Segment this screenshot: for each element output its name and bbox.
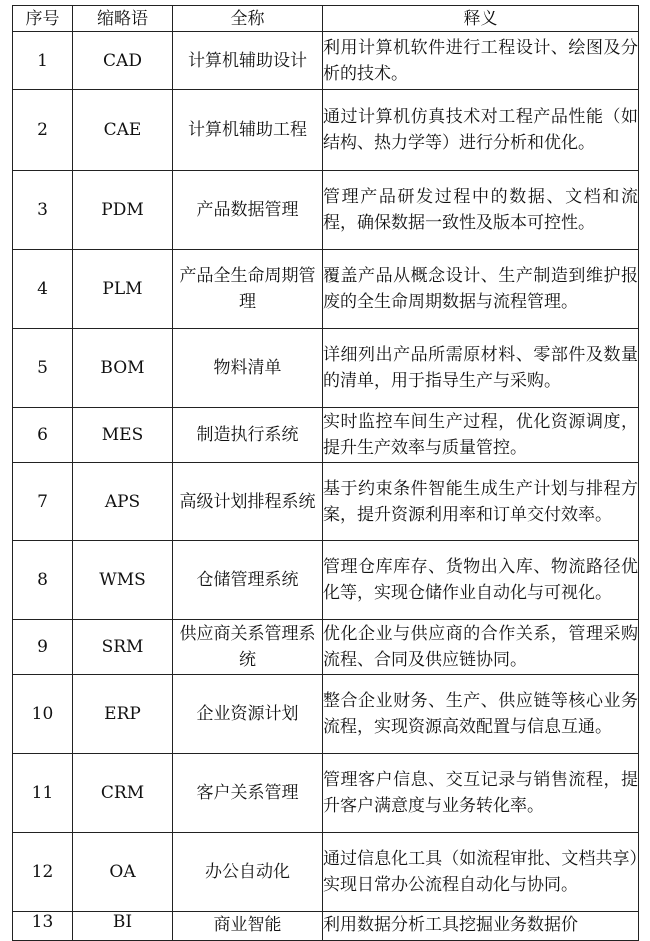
row-full: 客户关系管理 [173, 754, 323, 833]
row-full: 高级计划排程系统 [173, 463, 323, 541]
row-desc: 详细列出产品所需原材料、零部件及数量的清单，用于指导生产与采购。 [323, 329, 639, 408]
row-abbr: ERP [73, 675, 173, 754]
row-no: 1 [13, 32, 73, 90]
row-no: 2 [13, 90, 73, 171]
row-desc: 通过计算机仿真技术对工程产品性能（如结构、热力学等）进行分析和优化。 [323, 90, 639, 171]
table-row [13, 90, 639, 171]
row-full: 供应商关系管理系统 [173, 620, 323, 675]
row-abbr: BI [73, 912, 173, 941]
row-no: 8 [13, 541, 73, 620]
table-row [13, 675, 639, 754]
table-header-row [13, 6, 639, 32]
row-desc: 管理仓库库存、货物出入库、物流路径优化等，实现仓储作业自动化与可视化。 [323, 541, 639, 620]
table-row [13, 833, 639, 912]
row-desc: 管理客户信息、交互记录与销售流程，提升客户满意度与业务转化率。 [323, 754, 639, 833]
table-row [13, 329, 639, 408]
header-desc: 释义 [323, 6, 639, 32]
row-no: 13 [13, 912, 73, 941]
row-desc: 利用数据分析工具挖掘业务数据价 [323, 912, 639, 941]
header-full: 全称 [173, 6, 323, 32]
row-desc: 基于约束条件智能生成生产计划与排程方案，提升资源利用率和订单交付效率。 [323, 463, 639, 541]
row-abbr: PLM [73, 250, 173, 329]
row-abbr: OA [73, 833, 173, 912]
row-abbr: CAE [73, 90, 173, 171]
row-full: 仓储管理系统 [173, 541, 323, 620]
row-no: 5 [13, 329, 73, 408]
row-desc: 管理产品研发过程中的数据、文档和流程，确保数据一致性及版本可控性。 [323, 171, 639, 250]
row-no: 12 [13, 833, 73, 912]
table-row [13, 541, 639, 620]
header-abbr: 缩略语 [73, 6, 173, 32]
row-abbr: SRM [73, 620, 173, 675]
row-no: 7 [13, 463, 73, 541]
row-full: 物料清单 [173, 329, 323, 408]
row-abbr: MES [73, 408, 173, 463]
row-no: 3 [13, 171, 73, 250]
table-row [13, 408, 639, 463]
row-abbr: CAD [73, 32, 173, 90]
row-abbr: PDM [73, 171, 173, 250]
table-row [13, 754, 639, 833]
row-full: 计算机辅助设计 [173, 32, 323, 90]
table-row [13, 463, 639, 541]
row-abbr: BOM [73, 329, 173, 408]
row-full: 计算机辅助工程 [173, 90, 323, 171]
table-row [13, 32, 639, 90]
table-row [13, 250, 639, 329]
row-no: 10 [13, 675, 73, 754]
row-full: 制造执行系统 [173, 408, 323, 463]
row-full: 商业智能 [173, 912, 323, 941]
table-row [13, 620, 639, 675]
row-no: 9 [13, 620, 73, 675]
table-row [13, 171, 639, 250]
header-no: 序号 [13, 6, 73, 32]
row-desc: 覆盖产品从概念设计、生产制造到维护报废的全生命周期数据与流程管理。 [323, 250, 639, 329]
row-abbr: APS [73, 463, 173, 541]
row-desc: 整合企业财务、生产、供应链等核心业务流程，实现资源高效配置与信息互通。 [323, 675, 639, 754]
row-desc: 实时监控车间生产过程，优化资源调度，提升生产效率与质量管控。 [323, 408, 639, 463]
row-no: 11 [13, 754, 73, 833]
row-full: 产品数据管理 [173, 171, 323, 250]
row-no: 6 [13, 408, 73, 463]
row-desc: 利用计算机软件进行工程设计、绘图及分析的技术。 [323, 32, 639, 90]
row-desc: 通过信息化工具（如流程审批、文档共享）实现日常办公流程自动化与协同。 [323, 833, 639, 912]
abbreviation-table [12, 5, 639, 941]
row-abbr: CRM [73, 754, 173, 833]
row-no: 4 [13, 250, 73, 329]
row-desc: 优化企业与供应商的合作关系，管理采购流程、合同及供应链协同。 [323, 620, 639, 675]
row-abbr: WMS [73, 541, 173, 620]
row-full: 企业资源计划 [173, 675, 323, 754]
row-full: 办公自动化 [173, 833, 323, 912]
table-row [13, 912, 639, 941]
row-full: 产品全生命周期管理 [173, 250, 323, 329]
